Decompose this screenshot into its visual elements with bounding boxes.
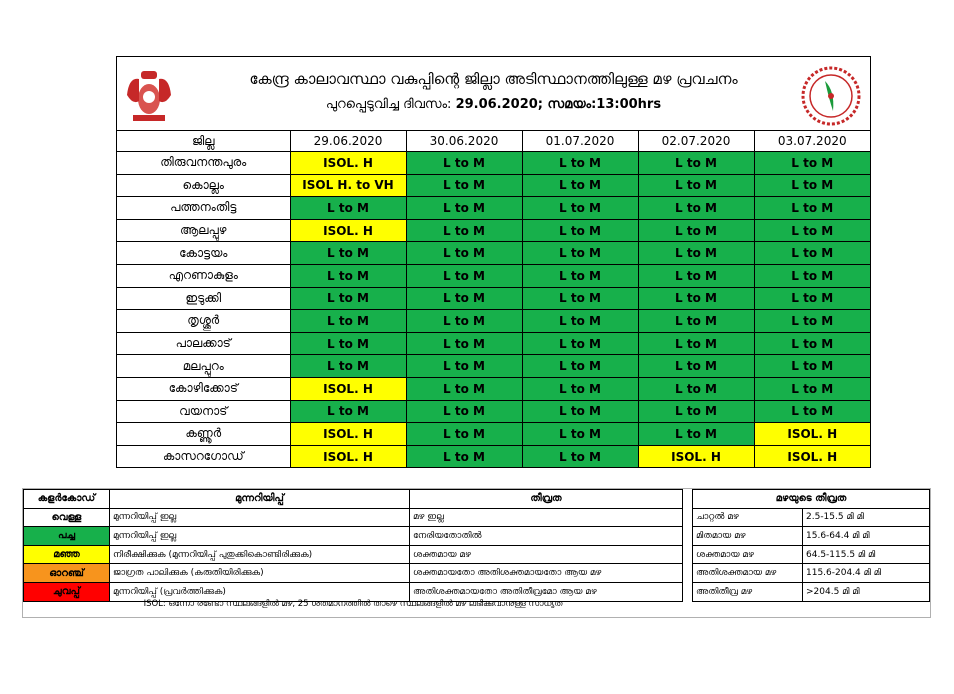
forecast-cell: L to M xyxy=(522,445,638,467)
sheet-header xyxy=(117,57,870,131)
legend-warning: മുന്നറിയിപ്പ് (പ്രവർത്തിക്കുക) xyxy=(110,582,410,601)
date-header: 03.07.2020 xyxy=(754,131,870,152)
issued-label: പുറപ്പെടുവിച്ച ദിവസം: xyxy=(325,97,452,112)
rainfall-label: ചാറ്റൽ മഴ xyxy=(693,508,803,527)
sheet-title: കേന്ദ്ര കാലാവസ്ഥാ വകുപ്പിന്റെ ജില്ലാ അടിസ്ഥാനത്തിലുള്ള മഴ പ്രവചനം xyxy=(249,70,738,88)
forecast-cell: L to M xyxy=(522,264,638,287)
legend-warning: മുന്നറിയിപ്പ് ഇല്ല xyxy=(110,508,410,527)
forecast-cell: L to M xyxy=(522,197,638,220)
district-name: കോഴിക്കോട് xyxy=(117,377,290,400)
table-row xyxy=(117,264,870,287)
district-name: പാലക്കാട് xyxy=(117,332,290,355)
rainfall-label: അതിശക്തമായ മഴ xyxy=(693,564,803,583)
rainfall-row xyxy=(693,564,930,583)
forecast-cell: L to M xyxy=(406,445,522,467)
date-header: 30.06.2020 xyxy=(406,131,522,152)
table-row xyxy=(117,242,870,265)
forecast-cell: L to M xyxy=(290,400,406,423)
legend-warning: ജാഗ്രത പാലിക്കുക (കരുതിയിരിക്കുക) xyxy=(110,564,410,583)
forecast-cell: L to M xyxy=(754,310,870,333)
rainfall-header-row xyxy=(693,490,930,509)
table-row xyxy=(117,174,870,197)
forecast-table xyxy=(117,131,870,467)
forecast-cell: ISOL. H xyxy=(290,219,406,242)
district-header: ജില്ല xyxy=(117,131,290,152)
forecast-cell: L to M xyxy=(406,152,522,175)
date-header: 02.07.2020 xyxy=(638,131,754,152)
forecast-cell: ISOL. H xyxy=(290,445,406,467)
forecast-cell: L to M xyxy=(522,310,638,333)
legend-header-warning: മുന്നറിയിപ്പ് xyxy=(110,490,410,509)
rainfall-label: മിതമായ മഴ xyxy=(693,527,803,546)
table-row xyxy=(117,287,870,310)
district-name: ഇടുക്കി xyxy=(117,287,290,310)
forecast-cell: L to M xyxy=(638,310,754,333)
forecast-cell: L to M xyxy=(754,355,870,378)
forecast-cell: L to M xyxy=(406,219,522,242)
district-name: എറണാകുളം xyxy=(117,264,290,287)
legend-intensity: അതിശക്തമായതോ അതിതീവ്രമോ ആയ മഴ xyxy=(410,582,683,601)
forecast-cell: L to M xyxy=(290,287,406,310)
forecast-cell: L to M xyxy=(638,242,754,265)
forecast-cell: L to M xyxy=(754,197,870,220)
legend-row xyxy=(24,508,683,527)
forecast-cell: L to M xyxy=(754,287,870,310)
rainfall-row xyxy=(693,545,930,564)
forecast-cell: L to M xyxy=(638,332,754,355)
table-row xyxy=(117,219,870,242)
forecast-cell: L to M xyxy=(522,332,638,355)
forecast-cell: L to M xyxy=(406,355,522,378)
legend-panel xyxy=(22,488,931,618)
rainfall-row xyxy=(693,582,930,601)
forecast-cell: L to M xyxy=(638,355,754,378)
legend-color-code: ചുവപ്പ് xyxy=(24,582,110,601)
table-row xyxy=(117,152,870,175)
forecast-cell: L to M xyxy=(522,152,638,175)
forecast-cell: ISOL H. to VH xyxy=(290,174,406,197)
forecast-cell: L to M xyxy=(406,174,522,197)
rainfall-range: 2.5-15.5 മി മി xyxy=(803,508,930,527)
forecast-cell: ISOL. H xyxy=(754,423,870,446)
forecast-cell: L to M xyxy=(754,219,870,242)
rainfall-intensity-table xyxy=(692,489,930,602)
legend-header-code: കളർകോഡ് xyxy=(24,490,110,509)
forecast-cell: L to M xyxy=(638,423,754,446)
forecast-cell: L to M xyxy=(406,400,522,423)
forecast-cell: L to M xyxy=(754,377,870,400)
forecast-cell: L to M xyxy=(522,400,638,423)
rainfall-row xyxy=(693,508,930,527)
forecast-cell: L to M xyxy=(290,242,406,265)
forecast-cell: L to M xyxy=(638,287,754,310)
forecast-cell: L to M xyxy=(754,152,870,175)
forecast-cell: L to M xyxy=(290,197,406,220)
legend-row xyxy=(24,564,683,583)
table-row xyxy=(117,332,870,355)
forecast-cell: L to M xyxy=(522,219,638,242)
legend-row xyxy=(24,545,683,564)
forecast-cell: L to M xyxy=(638,400,754,423)
forecast-cell: L to M xyxy=(638,152,754,175)
issued-line xyxy=(117,97,870,112)
district-name: തൃശ്ശൂർ xyxy=(117,310,290,333)
legend-intensity: ശക്തമായതോ അതിശക്തമായതോ ആയ മഴ xyxy=(410,564,683,583)
legend-intensity: ശക്തമായ മഴ xyxy=(410,545,683,564)
district-name: തിരുവനന്തപുരം xyxy=(117,152,290,175)
forecast-cell: L to M xyxy=(290,355,406,378)
forecast-cell: L to M xyxy=(406,423,522,446)
legend-color-code: വെള്ള xyxy=(24,508,110,527)
forecast-cell: L to M xyxy=(406,310,522,333)
table-row xyxy=(117,423,870,446)
issued-value: 29.06.2020; സമയം:13:00hrs xyxy=(455,97,662,112)
forecast-cell: ISOL. H xyxy=(290,377,406,400)
district-name: കണ്ണൂർ xyxy=(117,423,290,446)
forecast-cell: L to M xyxy=(522,377,638,400)
date-header: 29.06.2020 xyxy=(290,131,406,152)
forecast-cell: L to M xyxy=(638,264,754,287)
rainfall-range: >204.5 മി മി xyxy=(803,582,930,601)
district-name: കൊല്ലം xyxy=(117,174,290,197)
forecast-cell: L to M xyxy=(290,264,406,287)
table-row xyxy=(117,400,870,423)
district-name: കാസറഗോഡ് xyxy=(117,445,290,467)
legend-row xyxy=(24,527,683,546)
rainfall-range: 15.6-64.4 മി മി xyxy=(803,527,930,546)
legend-intensity: നേരിയതോതിൽ xyxy=(410,527,683,546)
rainfall-label: അതിതീവ്ര മഴ xyxy=(693,582,803,601)
rainfall-range: 115.6-204.4 മി മി xyxy=(803,564,930,583)
legend-warning: നിരീക്ഷിക്കുക (മുന്നറിയിപ്പ് പുതുക്കികൊണ്ടിരിക്കുക) xyxy=(110,545,410,564)
forecast-cell: ISOL. H xyxy=(754,445,870,467)
table-row xyxy=(117,355,870,378)
forecast-cell: L to M xyxy=(754,400,870,423)
forecast-cell: L to M xyxy=(406,287,522,310)
forecast-cell: L to M xyxy=(754,332,870,355)
forecast-cell: L to M xyxy=(290,332,406,355)
table-row xyxy=(117,445,870,467)
legend-warning: മുന്നറിയിപ്പ് ഇല്ല xyxy=(110,527,410,546)
forecast-cell: L to M xyxy=(522,287,638,310)
forecast-cell: L to M xyxy=(406,377,522,400)
legend-header-row xyxy=(24,490,683,509)
forecast-cell: L to M xyxy=(406,264,522,287)
forecast-cell: L to M xyxy=(406,242,522,265)
district-name: പത്തനംതിട്ട xyxy=(117,197,290,220)
forecast-cell: L to M xyxy=(638,219,754,242)
forecast-cell: L to M xyxy=(522,355,638,378)
forecast-cell: ISOL. H xyxy=(290,152,406,175)
district-name: വയനാട് xyxy=(117,400,290,423)
forecast-sheet xyxy=(116,56,871,468)
legend-color-code: പച്ച xyxy=(24,527,110,546)
rainfall-label: ശക്തമായ മഴ xyxy=(693,545,803,564)
date-header: 01.07.2020 xyxy=(522,131,638,152)
legend-intensity: മഴ ഇല്ല xyxy=(410,508,683,527)
forecast-cell: L to M xyxy=(754,264,870,287)
rainfall-header: മഴയുടെ തീവ്രത xyxy=(693,490,930,509)
table-row xyxy=(117,310,870,333)
forecast-cell: L to M xyxy=(406,332,522,355)
forecast-cell: L to M xyxy=(522,174,638,197)
district-name: മലപ്പുറം xyxy=(117,355,290,378)
rainfall-range: 64.5-115.5 മി മി xyxy=(803,545,930,564)
legend-header-intensity: തീവ്രത xyxy=(410,490,683,509)
forecast-cell: L to M xyxy=(754,174,870,197)
forecast-cell: L to M xyxy=(522,242,638,265)
forecast-cell: L to M xyxy=(406,197,522,220)
district-name: ആലപ്പുഴ xyxy=(117,219,290,242)
table-row xyxy=(117,197,870,220)
legend-footnote: ISOL: ഒന്നോ രണ്ടോ സ്ഥലങ്ങളിൽ മഴ, 25 ശതമാനത്തിൽ താഴെ സ്ഥലങ്ങളിൽ മഴ ലഭിക്കുവാനുള്ള സാധ്യത xyxy=(143,599,563,609)
ksdma-logo-icon xyxy=(800,65,862,127)
rainfall-row xyxy=(693,527,930,546)
forecast-cell: L to M xyxy=(638,377,754,400)
legend-color-code: മഞ്ഞ xyxy=(24,545,110,564)
district-name: കോട്ടയം xyxy=(117,242,290,265)
forecast-cell: ISOL. H xyxy=(638,445,754,467)
table-header-row xyxy=(117,131,870,152)
forecast-cell: L to M xyxy=(522,423,638,446)
forecast-cell: L to M xyxy=(754,242,870,265)
legend-color-code: ഓറഞ്ച് xyxy=(24,564,110,583)
forecast-cell: L to M xyxy=(638,197,754,220)
forecast-cell: ISOL. H xyxy=(290,423,406,446)
forecast-cell: L to M xyxy=(290,310,406,333)
color-code-legend xyxy=(23,489,683,602)
forecast-cell: L to M xyxy=(638,174,754,197)
table-row xyxy=(117,377,870,400)
